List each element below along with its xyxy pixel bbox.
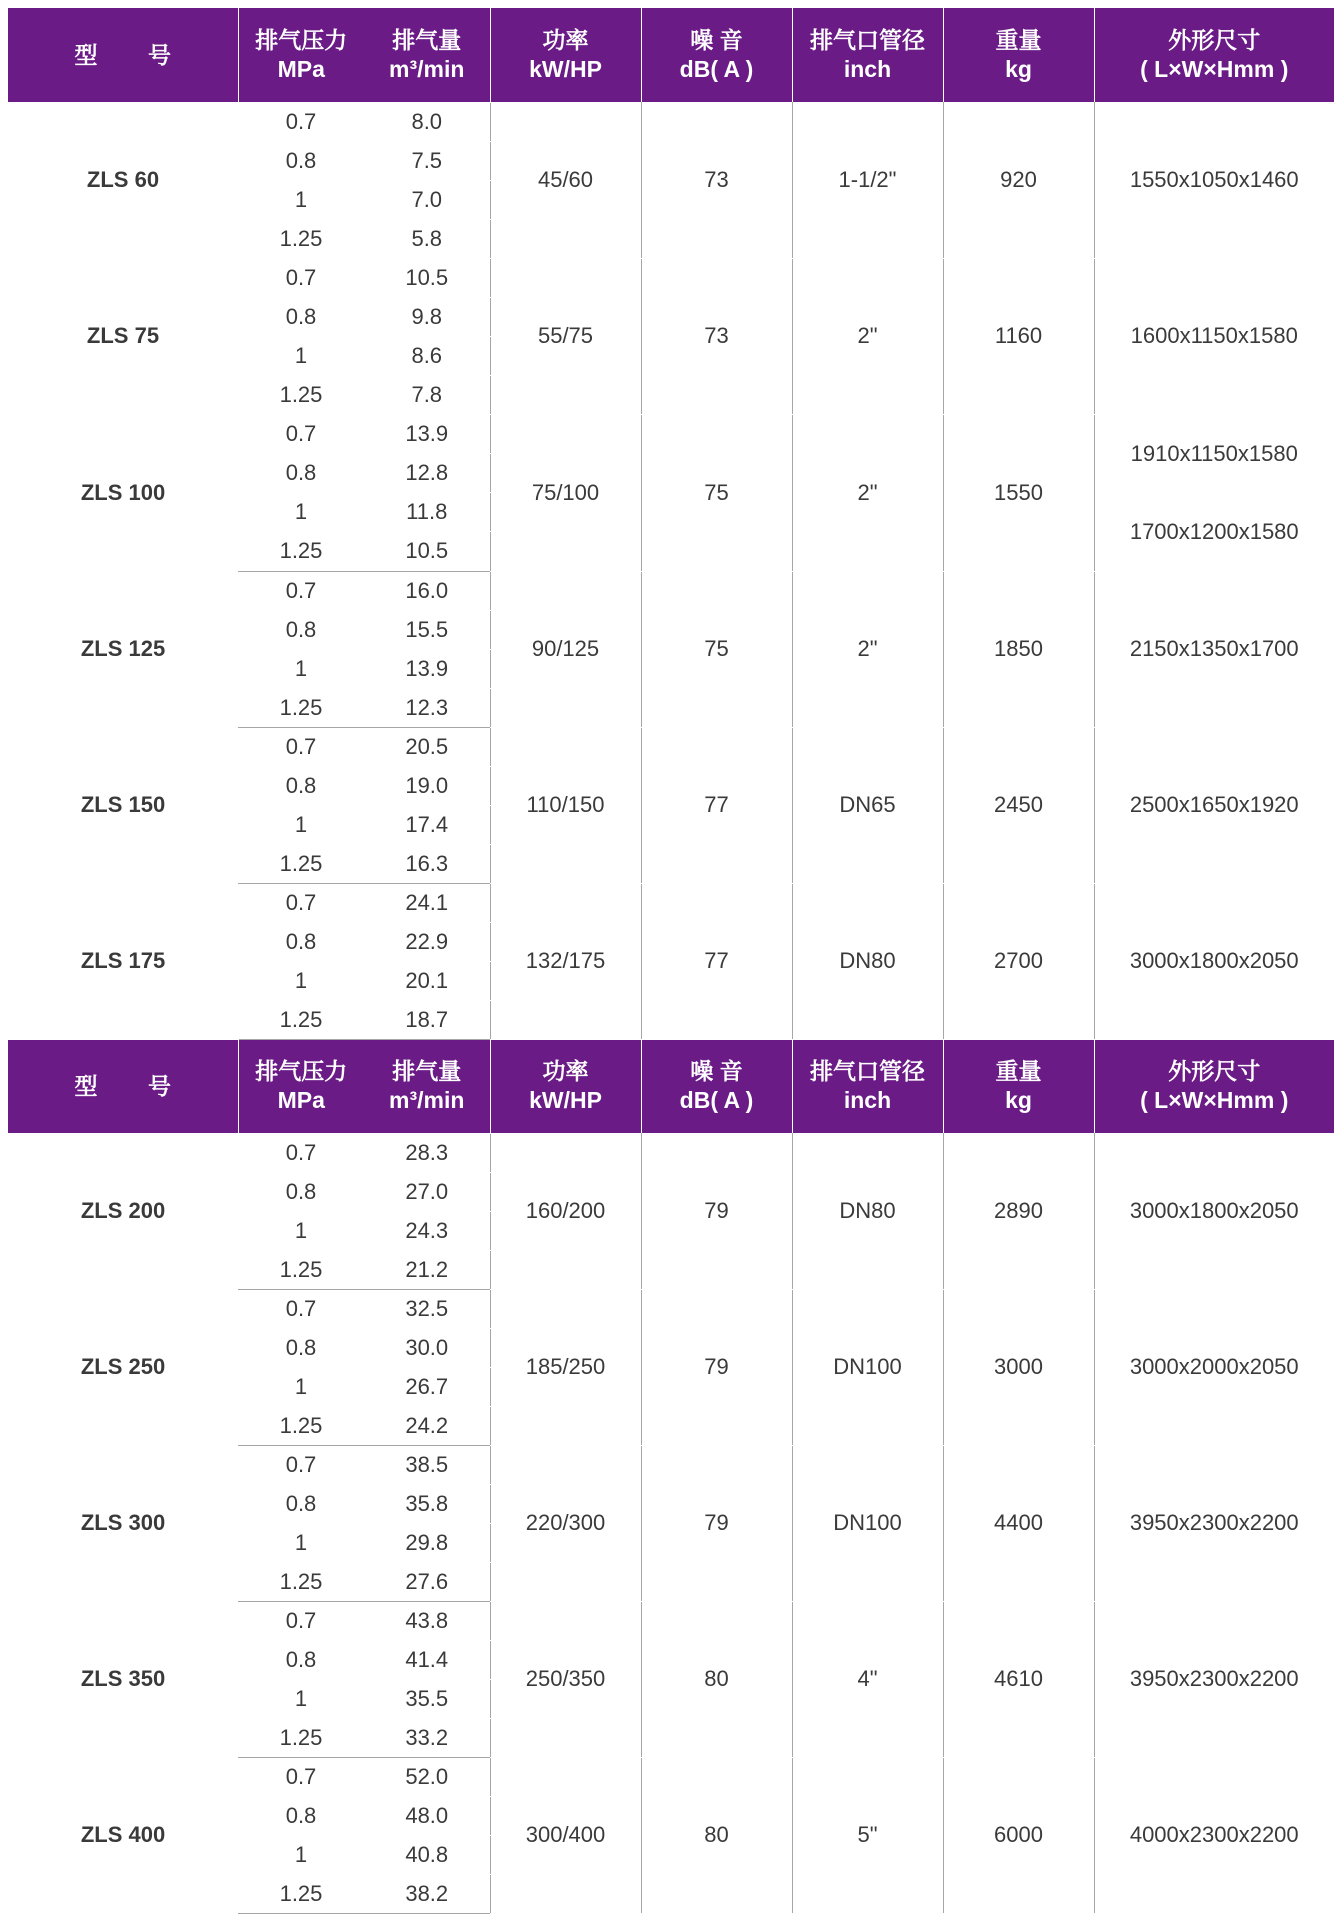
noise-value: 80 bbox=[641, 1601, 792, 1757]
flow-value: 43.8 bbox=[364, 1601, 490, 1640]
flow-value: 29.8 bbox=[364, 1523, 490, 1562]
flow-value: 10.5 bbox=[364, 258, 490, 297]
table-row bbox=[8, 1601, 1334, 1640]
model-name: ZLS 350 bbox=[8, 1601, 238, 1757]
flow-value: 16.0 bbox=[364, 571, 490, 610]
flow-value: 38.5 bbox=[364, 1445, 490, 1484]
flow-value: 20.1 bbox=[364, 961, 490, 1000]
power-value: 110/150 bbox=[490, 727, 641, 883]
weight-value: 1850 bbox=[943, 571, 1094, 727]
dimensions-line: 3000x1800x2050 bbox=[1129, 948, 1299, 973]
table-row bbox=[8, 414, 1334, 453]
power-value: 45/60 bbox=[490, 102, 641, 258]
pressure-value: 1.25 bbox=[238, 532, 364, 571]
table-row bbox=[8, 727, 1334, 766]
pressure-value: 0.8 bbox=[238, 766, 364, 805]
pressure-value: 1.25 bbox=[238, 375, 364, 414]
flow-value: 26.7 bbox=[364, 1367, 490, 1406]
dimensions-line: 3950x2300x2200 bbox=[1129, 1666, 1299, 1691]
pressure-value: 0.7 bbox=[238, 727, 364, 766]
dimensions-value bbox=[1094, 102, 1334, 258]
noise-value: 79 bbox=[641, 1445, 792, 1601]
dimensions-line: 3000x1800x2050 bbox=[1129, 1197, 1299, 1223]
flow-value: 35.8 bbox=[364, 1484, 490, 1523]
power-value: 160/200 bbox=[490, 1133, 641, 1289]
outlet-value: DN80 bbox=[792, 1133, 943, 1289]
pressure-value: 1 bbox=[238, 493, 364, 532]
dimensions-line: 1550x1050x1460 bbox=[1129, 166, 1299, 192]
dimensions-value bbox=[1094, 727, 1334, 883]
flow-value: 8.6 bbox=[364, 336, 490, 375]
outlet-value: 2" bbox=[792, 258, 943, 414]
pressure-value: 0.7 bbox=[238, 1601, 364, 1640]
pressure-value: 1.25 bbox=[238, 219, 364, 258]
flow-value: 8.0 bbox=[364, 102, 490, 141]
model-name: ZLS 75 bbox=[8, 258, 238, 414]
header-dimensions-label: 外形尺寸 bbox=[1168, 1058, 1261, 1085]
pressure-value: 0.7 bbox=[238, 102, 364, 141]
flow-value: 12.8 bbox=[364, 453, 490, 492]
pressure-value: 1.25 bbox=[238, 1562, 364, 1601]
dimensions-value bbox=[1094, 1757, 1334, 1913]
dimensions-line: 3000x2000x2050 bbox=[1129, 1354, 1299, 1379]
outlet-value: 2" bbox=[792, 571, 943, 727]
flow-value: 13.9 bbox=[364, 649, 490, 688]
table-row bbox=[8, 571, 1334, 610]
outlet-value: 1-1/2" bbox=[792, 102, 943, 258]
pressure-value: 1 bbox=[238, 180, 364, 219]
outlet-value: 5" bbox=[792, 1757, 943, 1913]
table-row bbox=[8, 102, 1334, 141]
weight-value: 2450 bbox=[943, 727, 1094, 883]
header-model bbox=[8, 8, 238, 102]
flow-value: 16.3 bbox=[364, 844, 490, 883]
weight-value: 6000 bbox=[943, 1757, 1094, 1913]
header-weight-unit: kg bbox=[1005, 56, 1032, 82]
model-name: ZLS 250 bbox=[8, 1289, 238, 1445]
header-pressure-label: 排气压力 bbox=[255, 1058, 348, 1084]
pressure-value: 1 bbox=[238, 336, 364, 375]
power-value: 75/100 bbox=[490, 414, 641, 571]
power-value: 132/175 bbox=[490, 883, 641, 1039]
flow-value: 24.1 bbox=[364, 883, 490, 922]
dimensions-value bbox=[1094, 1133, 1334, 1289]
model-name: ZLS 200 bbox=[8, 1133, 238, 1289]
outlet-value: DN65 bbox=[792, 727, 943, 883]
flow-value: 20.5 bbox=[364, 727, 490, 766]
flow-value: 33.2 bbox=[364, 1718, 490, 1757]
table-row bbox=[8, 1133, 1334, 1172]
header-flow-label: 排气量 bbox=[392, 1058, 462, 1084]
dimensions-line: 1600x1150x1580 bbox=[1130, 323, 1298, 348]
noise-value: 79 bbox=[641, 1133, 792, 1289]
flow-value: 18.7 bbox=[364, 1000, 490, 1039]
flow-value: 7.0 bbox=[364, 180, 490, 219]
header-power-label: 功率 bbox=[542, 27, 589, 53]
header-row bbox=[8, 1039, 1334, 1133]
spec-table bbox=[8, 8, 1334, 1914]
noise-value: 77 bbox=[641, 727, 792, 883]
weight-value: 1550 bbox=[943, 414, 1094, 571]
flow-value: 38.2 bbox=[364, 1874, 490, 1913]
pressure-value: 1.25 bbox=[238, 1000, 364, 1039]
header-pressure bbox=[238, 1039, 364, 1133]
power-value: 250/350 bbox=[490, 1601, 641, 1757]
pressure-value: 1.25 bbox=[238, 1718, 364, 1757]
flow-value: 13.9 bbox=[364, 414, 490, 453]
dimensions-value bbox=[1094, 1445, 1334, 1601]
header-model-label: 型 号 bbox=[74, 41, 185, 68]
header-outlet bbox=[792, 1039, 943, 1133]
pressure-value: 0.8 bbox=[238, 1796, 364, 1835]
header-power-unit: kW/HP bbox=[529, 56, 602, 82]
pressure-value: 1.25 bbox=[238, 844, 364, 883]
flow-value: 22.9 bbox=[364, 922, 490, 961]
header-dimensions bbox=[1094, 8, 1334, 102]
weight-value: 4610 bbox=[943, 1601, 1094, 1757]
table-row bbox=[8, 1445, 1334, 1484]
weight-value: 2700 bbox=[943, 883, 1094, 1039]
flow-value: 12.3 bbox=[364, 688, 490, 727]
dimensions-line: 4000x2300x2200 bbox=[1129, 1822, 1299, 1847]
power-value: 220/300 bbox=[490, 1445, 641, 1601]
noise-value: 77 bbox=[641, 883, 792, 1039]
header-outlet-label: 排气口管径 bbox=[810, 1058, 925, 1085]
dimensions-value bbox=[1094, 1601, 1334, 1757]
weight-value: 920 bbox=[943, 102, 1094, 258]
header-outlet bbox=[792, 8, 943, 102]
pressure-value: 1 bbox=[238, 1679, 364, 1718]
pressure-value: 0.7 bbox=[238, 571, 364, 610]
header-outlet-unit: inch bbox=[843, 1087, 892, 1114]
header-weight-unit: kg bbox=[1005, 1087, 1032, 1114]
pressure-value: 1 bbox=[238, 649, 364, 688]
header-pressure-unit: MPa bbox=[277, 1087, 325, 1113]
table-row bbox=[8, 1289, 1334, 1328]
weight-value: 3000 bbox=[943, 1289, 1094, 1445]
pressure-value: 1 bbox=[238, 961, 364, 1000]
header-outlet-unit: inch bbox=[843, 56, 892, 82]
flow-value: 48.0 bbox=[364, 1796, 490, 1835]
pressure-value: 0.8 bbox=[238, 453, 364, 492]
dimensions-value bbox=[1094, 1289, 1334, 1445]
dimensions-line: 2150x1350x1700 bbox=[1129, 636, 1299, 661]
dimensions-value bbox=[1094, 414, 1334, 571]
flow-value: 17.4 bbox=[364, 805, 490, 844]
dimensions-value bbox=[1094, 571, 1334, 727]
flow-value: 5.8 bbox=[364, 219, 490, 258]
header-pressure-unit: MPa bbox=[277, 55, 325, 82]
header-flow bbox=[364, 8, 490, 102]
header-flow-unit: m³/min bbox=[389, 1087, 465, 1113]
header-outlet-label: 排气口管径 bbox=[810, 27, 925, 53]
header-weight-label: 重量 bbox=[995, 1058, 1042, 1085]
weight-value: 4400 bbox=[943, 1445, 1094, 1601]
header-weight bbox=[943, 8, 1094, 102]
flow-value: 40.8 bbox=[364, 1835, 490, 1874]
header-flow-label: 排气量 bbox=[392, 26, 462, 53]
noise-value: 75 bbox=[641, 414, 792, 571]
pressure-value: 0.8 bbox=[238, 1328, 364, 1367]
header-dimensions-unit: ( L×W×Hmm ) bbox=[1140, 1087, 1289, 1114]
flow-value: 7.8 bbox=[364, 375, 490, 414]
flow-value: 11.8 bbox=[364, 493, 490, 532]
outlet-value: DN100 bbox=[792, 1289, 943, 1445]
header-model-label: 型 号 bbox=[74, 1072, 185, 1099]
header-dimensions-label: 外形尺寸 bbox=[1168, 27, 1261, 53]
flow-value: 27.6 bbox=[364, 1562, 490, 1601]
header-pressure-label: 排气压力 bbox=[255, 26, 348, 53]
power-value: 300/400 bbox=[490, 1757, 641, 1913]
header-pressure bbox=[238, 8, 364, 102]
header-model bbox=[8, 1039, 238, 1133]
outlet-value: 2" bbox=[792, 414, 943, 571]
pressure-value: 0.7 bbox=[238, 1289, 364, 1328]
header-dimensions bbox=[1094, 1039, 1334, 1133]
header-noise-label: 噪 音 bbox=[690, 27, 743, 53]
weight-value: 1160 bbox=[943, 258, 1094, 414]
pressure-value: 0.8 bbox=[238, 922, 364, 961]
pressure-value: 1.25 bbox=[238, 1874, 364, 1913]
pressure-value: 0.7 bbox=[238, 883, 364, 922]
header-noise-unit: dB( A ) bbox=[679, 1087, 754, 1114]
pressure-value: 0.7 bbox=[238, 1445, 364, 1484]
pressure-value: 1 bbox=[238, 1835, 364, 1874]
pressure-value: 0.8 bbox=[238, 1640, 364, 1679]
pressure-value: 0.8 bbox=[238, 610, 364, 649]
dimensions-line: 1910x1150x1580 bbox=[1130, 440, 1298, 466]
pressure-value: 0.8 bbox=[238, 297, 364, 336]
model-name: ZLS 175 bbox=[8, 883, 238, 1039]
header-noise bbox=[641, 1039, 792, 1133]
weight-value: 2890 bbox=[943, 1133, 1094, 1289]
flow-value: 28.3 bbox=[364, 1133, 490, 1172]
pressure-value: 0.8 bbox=[238, 1484, 364, 1523]
flow-value: 27.0 bbox=[364, 1172, 490, 1211]
dimensions-value bbox=[1094, 883, 1334, 1039]
dimensions-line: 2500x1650x1920 bbox=[1129, 792, 1299, 817]
header-power-label: 功率 bbox=[542, 1058, 589, 1085]
model-name: ZLS 300 bbox=[8, 1445, 238, 1601]
flow-value: 7.5 bbox=[364, 141, 490, 180]
header-noise bbox=[641, 8, 792, 102]
power-value: 55/75 bbox=[490, 258, 641, 414]
noise-value: 79 bbox=[641, 1289, 792, 1445]
header-power bbox=[490, 1039, 641, 1133]
noise-value: 80 bbox=[641, 1757, 792, 1913]
header-power bbox=[490, 8, 641, 102]
pressure-value: 1.25 bbox=[238, 688, 364, 727]
outlet-value: DN80 bbox=[792, 883, 943, 1039]
dimensions-value bbox=[1094, 258, 1334, 414]
noise-value: 73 bbox=[641, 102, 792, 258]
outlet-value: 4" bbox=[792, 1601, 943, 1757]
flow-value: 30.0 bbox=[364, 1328, 490, 1367]
dimensions-line: 3950x2300x2200 bbox=[1129, 1510, 1299, 1535]
noise-value: 73 bbox=[641, 258, 792, 414]
model-name: ZLS 60 bbox=[8, 102, 238, 258]
pressure-value: 0.7 bbox=[238, 1133, 364, 1172]
flow-value: 24.2 bbox=[364, 1406, 490, 1445]
flow-value: 52.0 bbox=[364, 1757, 490, 1796]
flow-value: 32.5 bbox=[364, 1289, 490, 1328]
pressure-value: 1 bbox=[238, 1211, 364, 1250]
power-value: 90/125 bbox=[490, 571, 641, 727]
header-weight-label: 重量 bbox=[995, 27, 1042, 53]
flow-value: 21.2 bbox=[364, 1250, 490, 1289]
power-value: 185/250 bbox=[490, 1289, 641, 1445]
header-dimensions-unit: ( L×W×Hmm ) bbox=[1140, 56, 1289, 82]
flow-value: 35.5 bbox=[364, 1679, 490, 1718]
flow-value: 15.5 bbox=[364, 610, 490, 649]
flow-value: 24.3 bbox=[364, 1211, 490, 1250]
header-flow-unit: m³/min bbox=[389, 55, 465, 82]
pressure-value: 0.8 bbox=[238, 141, 364, 180]
pressure-value: 1.25 bbox=[238, 1406, 364, 1445]
pressure-value: 1 bbox=[238, 1523, 364, 1562]
pressure-value: 0.8 bbox=[238, 1172, 364, 1211]
pressure-value: 1 bbox=[238, 805, 364, 844]
dimensions-line: 1700x1200x1580 bbox=[1129, 518, 1299, 544]
table-row bbox=[8, 258, 1334, 297]
pressure-value: 1.25 bbox=[238, 1250, 364, 1289]
header-noise-unit: dB( A ) bbox=[679, 56, 754, 82]
flow-value: 10.5 bbox=[364, 532, 490, 571]
model-name: ZLS 400 bbox=[8, 1757, 238, 1913]
table-row bbox=[8, 1757, 1334, 1796]
model-name: ZLS 125 bbox=[8, 571, 238, 727]
pressure-value: 0.7 bbox=[238, 414, 364, 453]
pressure-value: 0.7 bbox=[238, 1757, 364, 1796]
header-noise-label: 噪 音 bbox=[690, 1058, 743, 1085]
header-weight bbox=[943, 1039, 1094, 1133]
pressure-value: 1 bbox=[238, 1367, 364, 1406]
model-name: ZLS 100 bbox=[8, 414, 238, 571]
header-row bbox=[8, 8, 1334, 102]
flow-value: 41.4 bbox=[364, 1640, 490, 1679]
flow-value: 19.0 bbox=[364, 766, 490, 805]
spec-sheet bbox=[8, 8, 1334, 1914]
flow-value: 9.8 bbox=[364, 297, 490, 336]
outlet-value: DN100 bbox=[792, 1445, 943, 1601]
header-power-unit: kW/HP bbox=[529, 1087, 602, 1114]
table-row bbox=[8, 883, 1334, 922]
header-flow bbox=[364, 1039, 490, 1133]
model-name: ZLS 150 bbox=[8, 727, 238, 883]
pressure-value: 0.7 bbox=[238, 258, 364, 297]
noise-value: 75 bbox=[641, 571, 792, 727]
